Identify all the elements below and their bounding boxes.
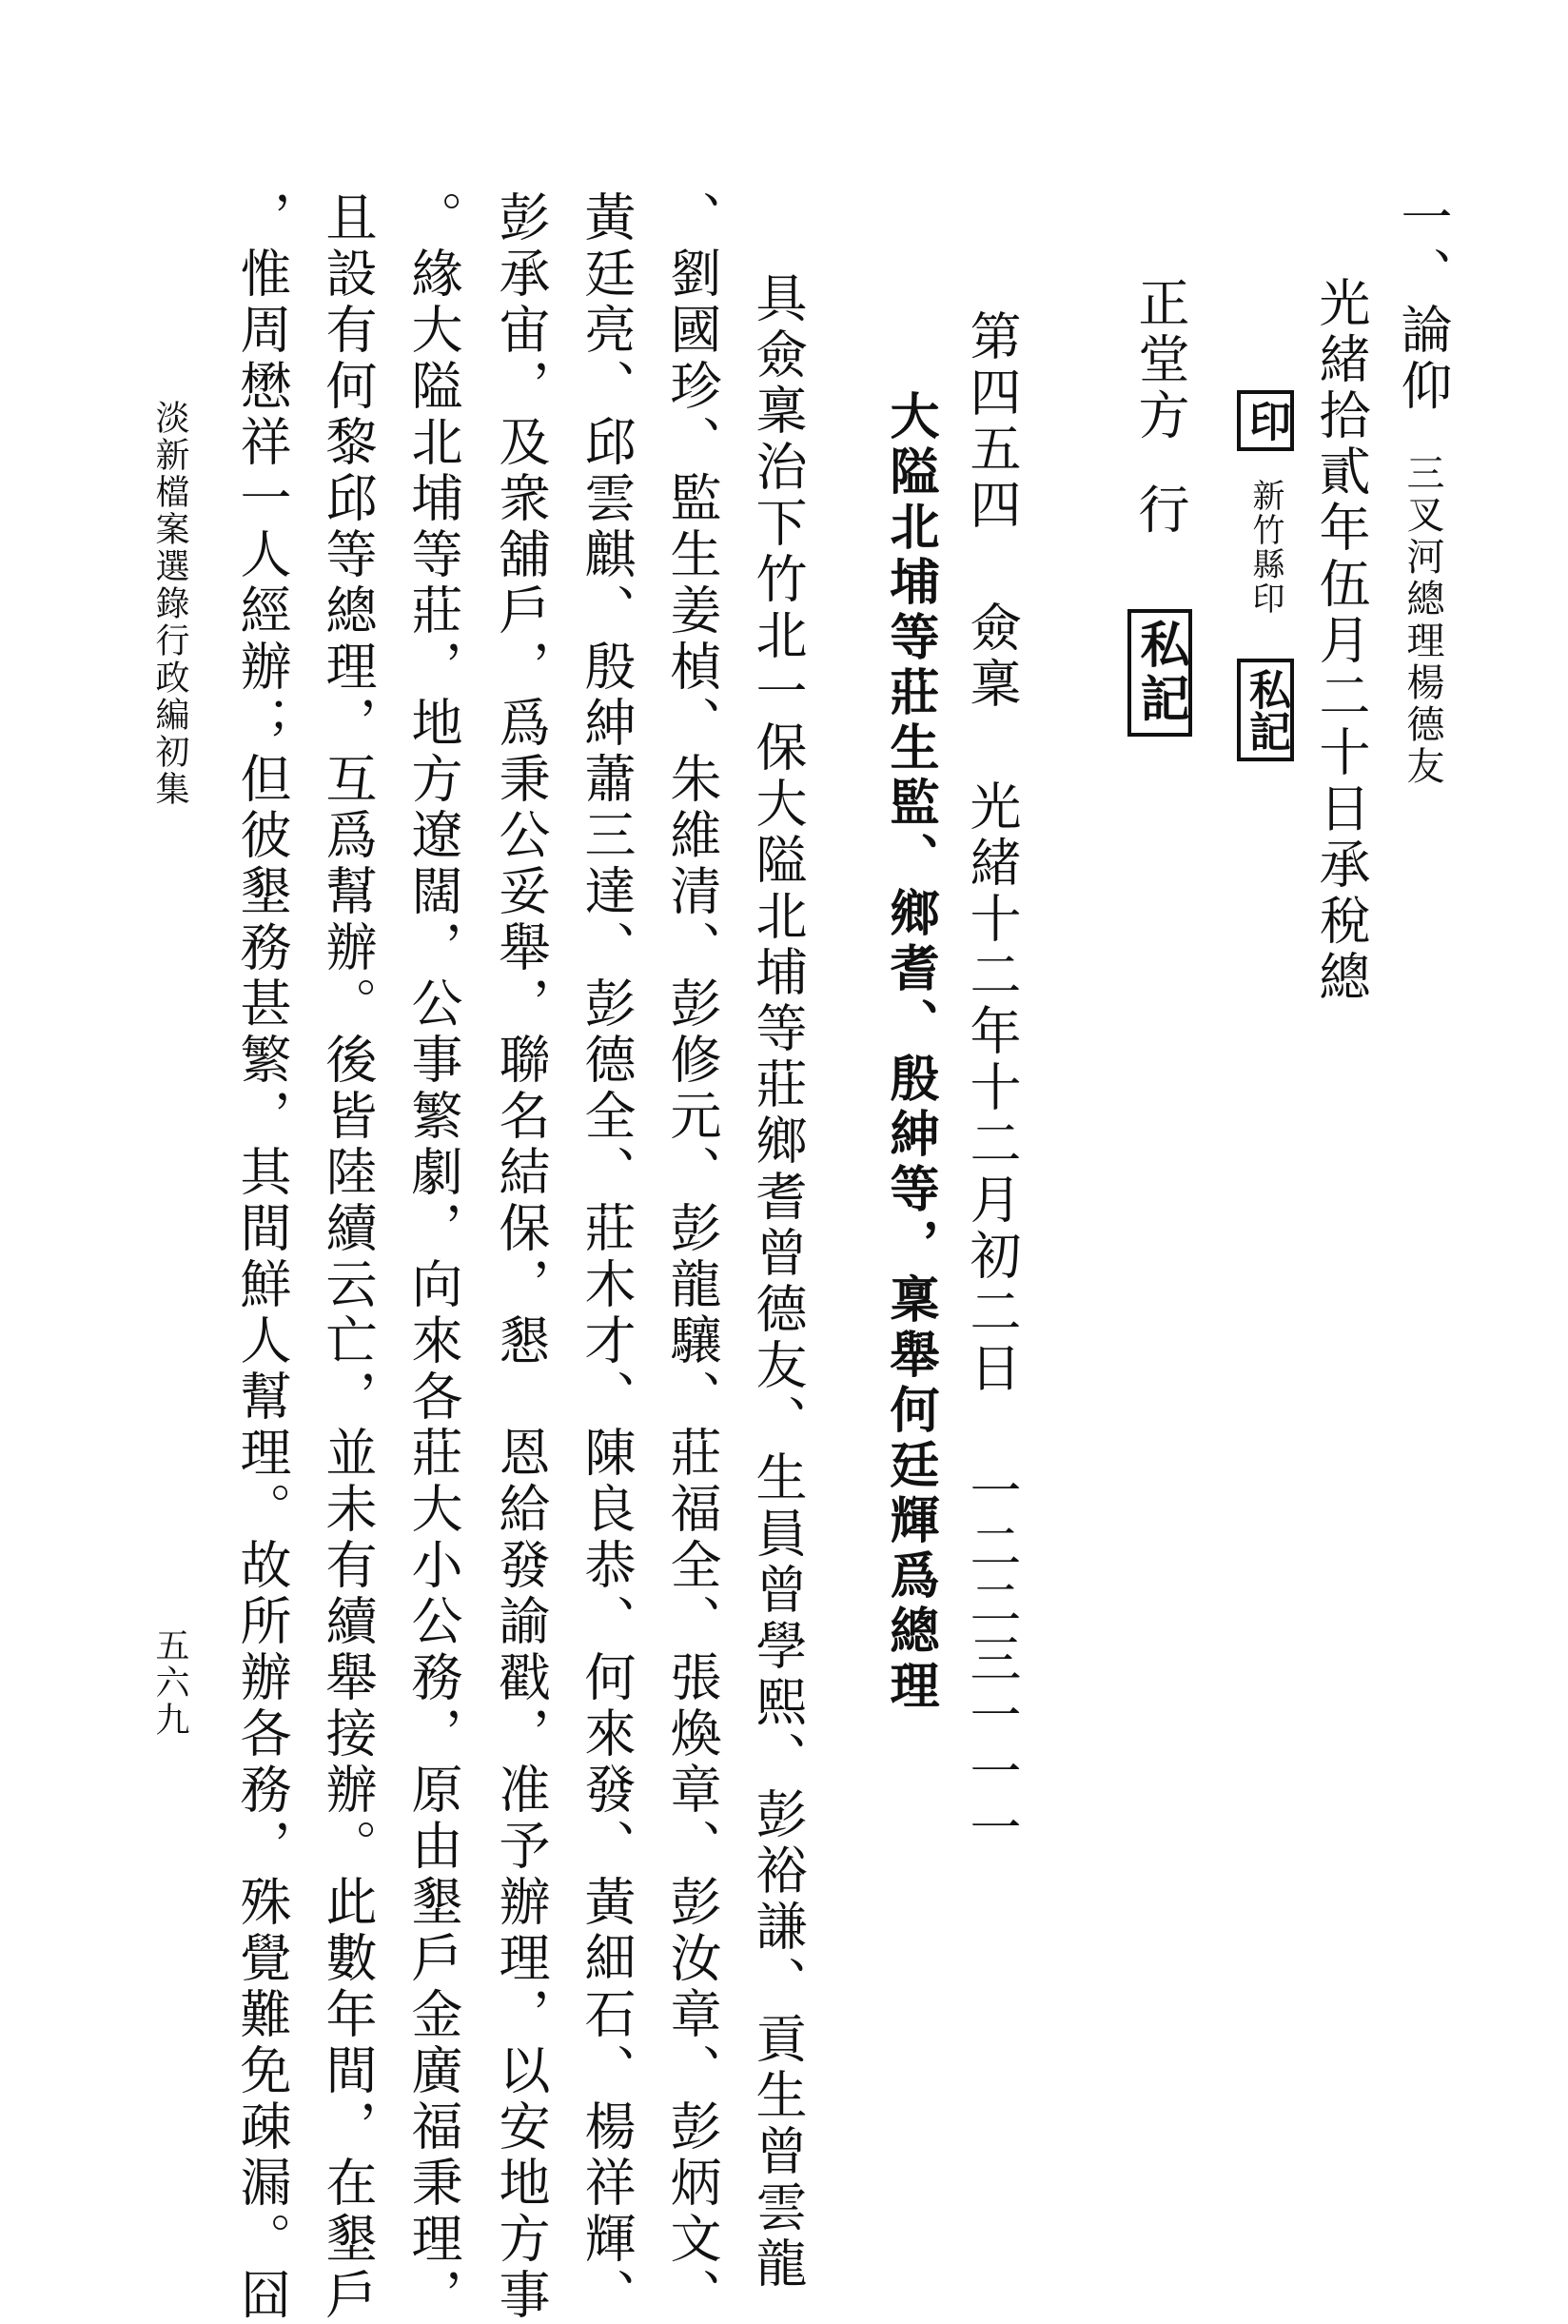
document-date: 光緒十二年十二月初二日 <box>962 779 1022 1397</box>
header-date-column <box>1311 276 1371 1006</box>
addressee: 三叉河總理楊德友 <box>1401 453 1444 788</box>
document-code: 一二二三一一一 <box>962 1464 1022 1857</box>
body-line-4: 彭承宙，及衆舖戶，爲秉公妥舉，聯名結保，懇 恩給發諭戳，准予辦理，以安地方事 <box>491 190 551 2324</box>
body-line-7: ，惟周懋祥一人經辦；但彼墾務甚繁，其間鮮人幫理。故所辦各務，殊覺難免疎漏。囧 <box>232 190 292 2324</box>
header-office-column <box>1127 276 1192 737</box>
page-number: 五六九 <box>150 1627 189 1739</box>
document-type: 僉稟 <box>962 601 1022 713</box>
private-seal-2: 私記 <box>1127 609 1192 737</box>
body-line-5: 。緣大隘北埔等莊，地方遼闊，公事繁劇，向來各莊大小公務，原由墾戶金廣福秉理， <box>403 190 463 2324</box>
body-line-1: 具僉稟治下竹北一保大隘北埔等莊鄉耆曾德友、生員曾學熙、彭裕謙、貢生曾雲龍 <box>748 271 808 2293</box>
header-seal-column <box>1237 390 1294 761</box>
book-title: 淡新檔案選錄行政編初集 <box>150 400 189 808</box>
official-seal-label: 新竹縣印 <box>1246 479 1284 616</box>
document-number: 第四五四 <box>962 309 1022 534</box>
item-number: 一、論仰 <box>1393 190 1453 415</box>
body-line-2: 、劉國珍、監生姜楨、朱維清、彭修元、彭龍驤、莊福全、張煥章、彭汝章、彭炳文、 <box>662 190 722 2324</box>
office-name: 正堂方 <box>1130 276 1190 444</box>
body-line-3: 黃廷亮、邱雲麒、殷紳蕭三達、彭德全、莊木才、陳良恭、何來發、黃細石、楊祥輝、 <box>577 190 637 2324</box>
official-seal-in: 印 <box>1237 390 1294 451</box>
header-item-column <box>1393 190 1453 788</box>
document-meta-column <box>962 309 1022 1857</box>
private-seal-1: 私記 <box>1237 659 1294 761</box>
document-title: 大隘北埔等莊生監、鄉耆、殷紳等，稟舉何廷輝爲總理 <box>881 390 938 1715</box>
body-line-6: 且設有何黎邱等總理，互爲幫辦。後皆陸續云亡，並未有續舉接辦。此數年間，在墾戶 <box>318 190 378 2324</box>
issue-date-line: 光緒拾貳年伍月二十日承稅總 <box>1311 276 1371 1006</box>
office-action: 行 <box>1130 483 1190 539</box>
